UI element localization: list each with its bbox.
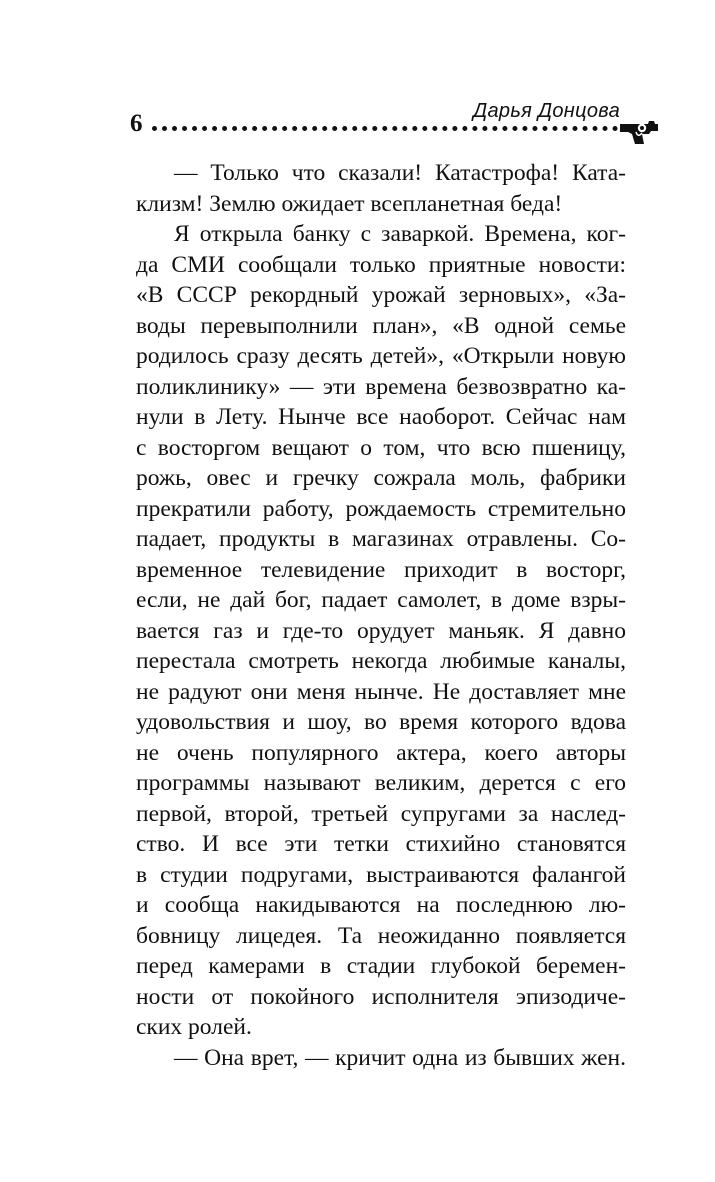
text-line: бовницу лицедея. Та неожиданно появляется xyxy=(136,922,626,949)
text-line: перестала смотреть некогда любимые каналы, xyxy=(136,648,626,674)
text-line: с восторгом вещают о том, что всю пшеницу, xyxy=(136,434,626,461)
text-line: родилось сразу десять детей», «Открыли новую xyxy=(136,343,626,369)
text-line: временное телевидение приходит в восторг, xyxy=(136,556,626,583)
text-line: ности от покойного исполнителя эпизодиче- xyxy=(136,983,626,1010)
text-line: воды перевыполнили план», «В одной семье xyxy=(136,312,626,339)
text-line: «В СССР рекордный урожай зерновых», «За- xyxy=(136,282,626,308)
text-line: вается газ и где-то орудует маньяк. Я давно xyxy=(136,617,626,644)
text-line: поликлинику» — эти времена безвозвратно ка- xyxy=(136,373,626,400)
text-line: не радуют они меня нынче. Не доставляет мне xyxy=(136,678,626,705)
text-line: перед камерами в стадии глубокой беремен- xyxy=(136,953,626,979)
paragraph xyxy=(136,158,626,219)
author-name: Дарья Донцова xyxy=(473,100,620,122)
text-line: нули в Лету. Нынче все наоборот. Сейчас нам xyxy=(136,404,626,430)
text-line: программы называют великим, дерется с его xyxy=(136,770,626,796)
text-line: ство. И все эти тетки стихийно становятся xyxy=(136,831,626,857)
page-number: 6 xyxy=(130,110,143,137)
dotted-rule xyxy=(152,126,618,131)
text-line: первой, второй, третьей супругами за наслед- xyxy=(136,800,626,827)
text-line: — Она врет, — кричит одна из бывших жен. xyxy=(174,1044,626,1071)
text-line: да СМИ сообщали только приятные новости: xyxy=(136,251,626,278)
text-line: рожь, овес и гречку сожрала моль, фабрики xyxy=(136,465,626,491)
text-line: падает, продукты в магазинах отравлены. Со- xyxy=(136,526,626,552)
text-line: если, не дай бог, падает самолет, в доме взры- xyxy=(136,587,626,613)
text-line: клизм! Землю ожидает всепланетная беда! xyxy=(136,190,563,217)
text-line: удовольствия и шоу, во время которого вдова xyxy=(136,709,626,735)
text-line: прекратили работу, рождаемость стремительно xyxy=(136,495,626,522)
text-line: не очень популярного актера, коего авторы xyxy=(136,739,626,766)
text-line: и сообща накидываются на последнюю лю- xyxy=(136,892,626,918)
running-header xyxy=(0,0,715,150)
text-line: Я открыла банку с заваркой. Времена, ког- xyxy=(174,221,626,247)
text-line: в студии подругами, выстраиваются фалангой xyxy=(136,861,626,888)
revolver-icon xyxy=(618,116,660,146)
text-line: — Только что сказали! Катастрофа! Ката- xyxy=(174,160,626,186)
paragraph xyxy=(136,1043,626,1074)
text-line: ских ролей. xyxy=(136,1014,252,1040)
paragraph xyxy=(136,219,626,1043)
body-text xyxy=(136,158,626,1073)
